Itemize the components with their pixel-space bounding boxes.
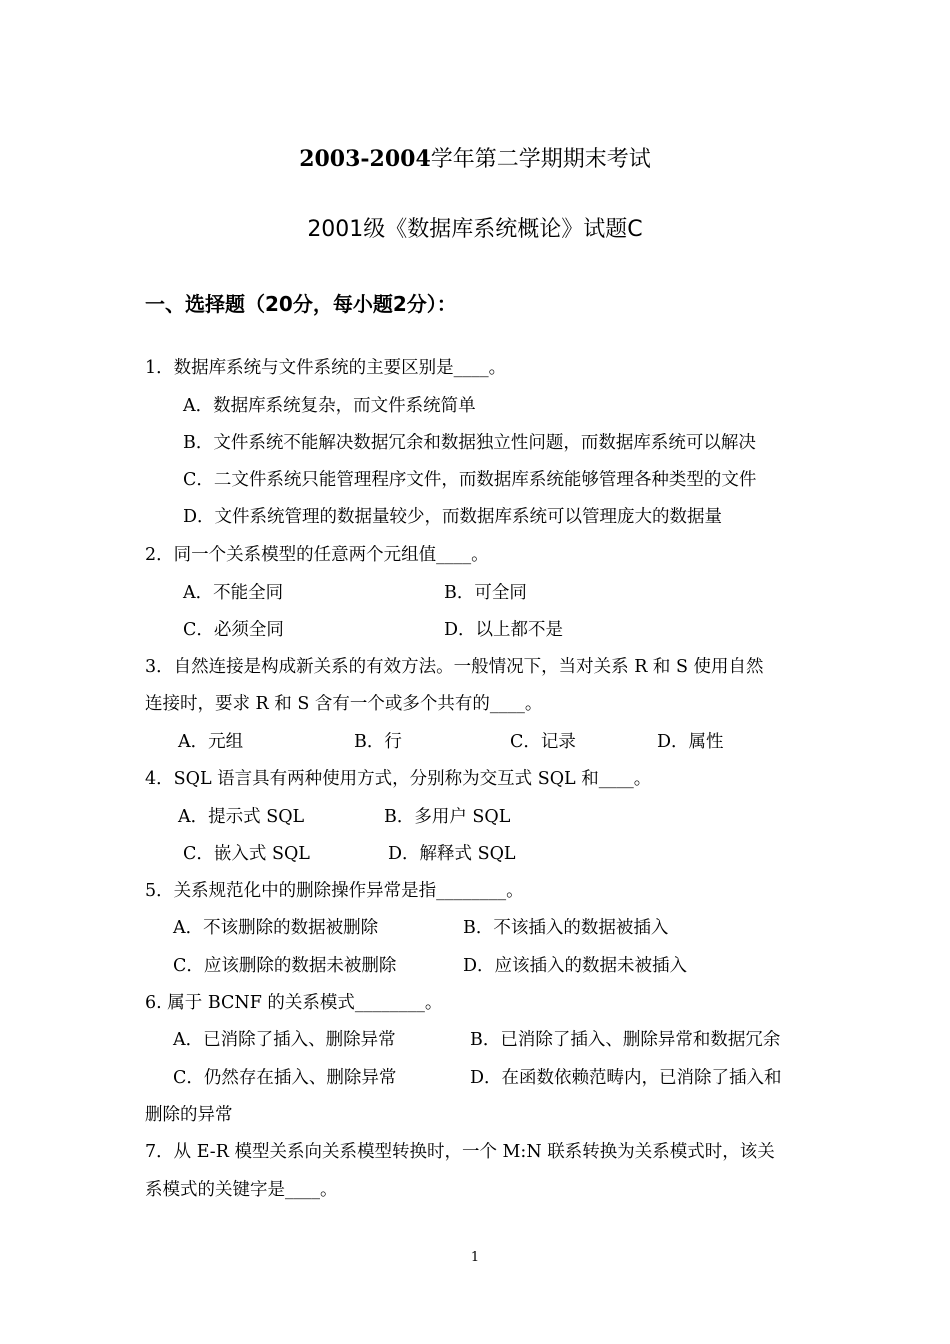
q3-option-b: B．行: [354, 732, 402, 752]
q4-option-a: A．提示式 SQL: [178, 807, 305, 827]
exam-subtitle: 2001级《数据库系统概论》试题C: [307, 217, 643, 242]
q2-option-a: A．不能全同: [183, 583, 284, 603]
q4-stem: 4．SQL 语言具有两种使用方式，分别称为交互式 SQL 和____。: [145, 769, 652, 789]
q5-option-b: B．不该插入的数据被插入: [463, 918, 669, 938]
q2-stem: 2．同一个关系模型的任意两个元组值____。: [145, 545, 489, 565]
q2-option-d: D．以上都不是: [444, 620, 564, 640]
q6-option-b: B．已消除了插入、删除异常和数据冗余: [470, 1030, 781, 1050]
q4-option-c: C．嵌入式 SQL: [183, 844, 310, 864]
q6-option-c: C．仍然存在插入、删除异常: [173, 1068, 397, 1088]
q4-option-b: B．多用户 SQL: [384, 807, 511, 827]
q3-option-d: D．属性: [657, 732, 724, 752]
q1-stem: 1．数据库系统与文件系统的主要区别是____。: [145, 358, 507, 378]
q1-option-b: B．文件系统不能解决数据冗余和数据独立性问题，而数据库系统可以解决: [183, 433, 756, 453]
title-rest: 学年第二学期期末考试: [430, 147, 651, 172]
q1-option-a: A．数据库系统复杂，而文件系统简单: [183, 396, 476, 416]
q7-stem-line1: 7．从 E-R 模型关系向关系模型转换时，一个 M:N 联系转换为关系模式时，该关: [145, 1142, 775, 1162]
q2-option-b: B．可全同: [444, 583, 527, 603]
q6-option-d: D．在函数依赖范畴内，已消除了插入和: [470, 1068, 782, 1088]
q4-option-d: D．解释式 SQL: [388, 844, 516, 864]
page-number: 1: [470, 1250, 480, 1265]
q6-option-d-continuation: 删除的异常: [145, 1105, 233, 1125]
exam-title: [0, 142, 950, 173]
q6-option-a: A．已消除了插入、删除异常: [173, 1030, 396, 1050]
q1-option-c: C．二文件系统只能管理程序文件，而数据库系统能够管理各种类型的文件: [183, 470, 757, 490]
section-heading: 一、选择题（20分，每小题2分）：: [145, 292, 457, 316]
q3-stem-line1: 3．自然连接是构成新关系的有效方法。一般情况下，当对关系 R 和 S 使用自然: [145, 657, 764, 677]
q3-option-a: A．元组: [178, 732, 244, 752]
q3-stem-line2: 连接时，要求 R 和 S 含有一个或多个共有的____。: [145, 694, 543, 714]
q1-option-d: D．文件系统管理的数据量较少，而数据库系统可以管理庞大的数据量: [183, 507, 723, 527]
q3-option-c: C．记录: [510, 732, 576, 752]
q5-option-d: D．应该插入的数据未被插入: [463, 956, 688, 976]
title-year: 2003-2004: [299, 146, 431, 172]
q7-stem-line2: 系模式的关键字是____。: [145, 1180, 338, 1200]
q5-option-a: A．不该删除的数据被删除: [173, 918, 379, 938]
q5-option-c: C．应该删除的数据未被删除: [173, 956, 397, 976]
q6-stem: 6. 属于 BCNF 的关系模式________。: [145, 993, 443, 1013]
q2-option-c: C．必须全同: [183, 620, 284, 640]
q5-stem: 5．关系规范化中的删除操作异常是指________。: [145, 881, 524, 901]
